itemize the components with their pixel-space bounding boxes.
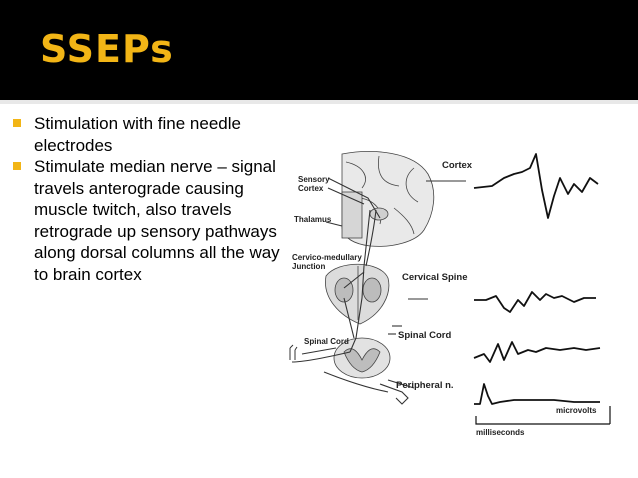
header-divider bbox=[0, 100, 638, 104]
ssep-pathway-diagram bbox=[284, 148, 624, 438]
label-cervicomedullary: Cervico-medullary bbox=[292, 253, 362, 262]
label-cervical-spine: Cervical Spine bbox=[402, 272, 468, 283]
label-spinal-cord-small: Spinal Cord bbox=[304, 337, 349, 346]
label-sensory-cortex: Cortex bbox=[298, 184, 324, 193]
label-microvolts: microvolts bbox=[556, 406, 597, 415]
bullet-text: Stimulation with fine needle electrodes bbox=[34, 114, 241, 155]
square-bullet-icon bbox=[13, 119, 21, 127]
slide-title: SSEPs bbox=[40, 27, 174, 71]
label-cervicomedullary: Junction bbox=[292, 262, 326, 271]
label-sensory-cortex: Sensory bbox=[298, 175, 330, 184]
square-bullet-icon bbox=[13, 162, 21, 170]
waveform-cortex bbox=[474, 154, 598, 218]
waveform-traces bbox=[474, 154, 600, 404]
label-spinal-cord: Spinal Cord bbox=[398, 330, 452, 341]
medulla-illustration bbox=[325, 264, 388, 324]
brain-illustration bbox=[342, 151, 434, 246]
electrode-icon bbox=[290, 345, 297, 360]
bullet-text: Stimulate median nerve – signal travels anterograde causing muscle twitch, also travels retrograde up sensory pathways along dorsal columns all the way to brain cortex bbox=[34, 157, 280, 284]
slide-header bbox=[0, 0, 638, 100]
waveform-peripheral bbox=[474, 384, 600, 404]
waveform-cervical-spine bbox=[474, 292, 596, 312]
label-cortex: Cortex bbox=[442, 160, 473, 171]
waveform-spinal-cord bbox=[474, 342, 600, 362]
bullet-list bbox=[12, 113, 280, 285]
bullet-item bbox=[12, 156, 280, 285]
bullet-item bbox=[12, 113, 280, 156]
label-milliseconds: milliseconds bbox=[476, 428, 525, 437]
label-peripheral-nerve: Peripheral n. bbox=[396, 380, 454, 391]
label-thalamus: Thalamus bbox=[294, 215, 332, 224]
